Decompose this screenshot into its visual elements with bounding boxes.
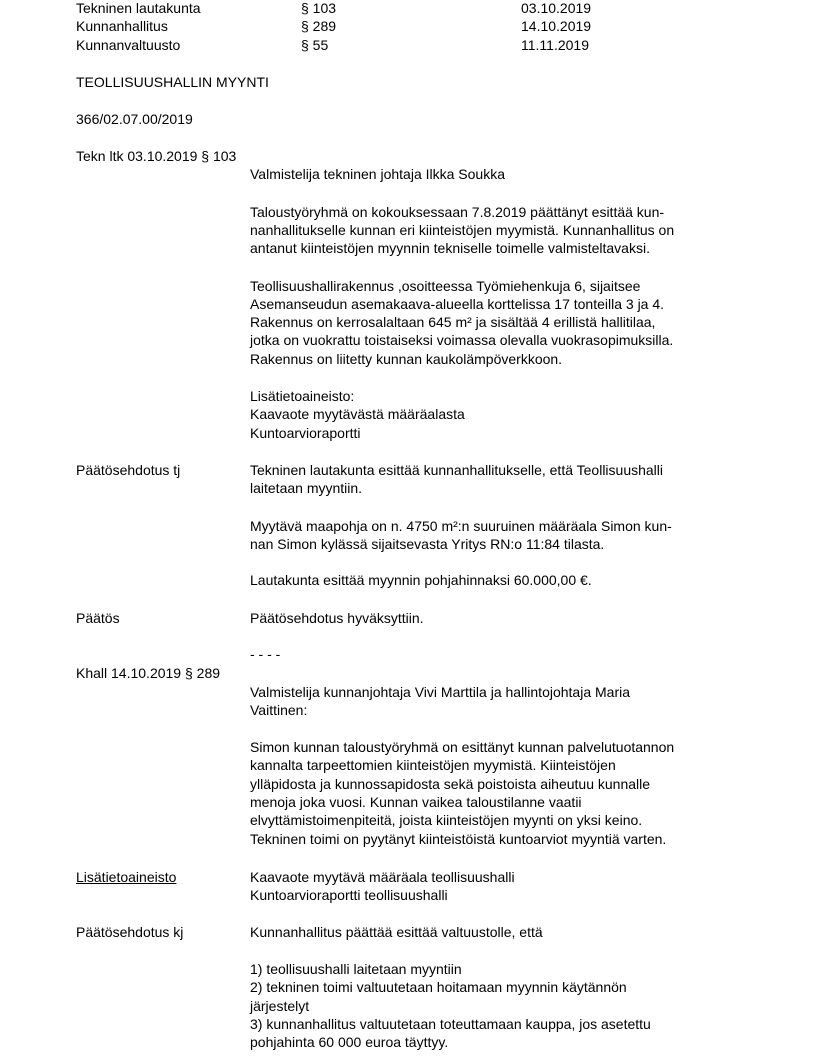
- header-body-2: Kunnanhallitus: [76, 18, 168, 34]
- tekn-proposal-line: Tekninen lautakunta esittää kunnanhallitukselle, että Teollisuushalli: [250, 462, 664, 478]
- header-section-2: § 289: [301, 18, 337, 34]
- tekn-para1-line: antanut kiinteistöjen myynnin tekniselle toimelle valmisteltavaksi.: [250, 240, 650, 256]
- section-separator: - - - -: [250, 646, 281, 662]
- record-id: 366/02.07.00/2019: [76, 111, 193, 127]
- khall-preparer-line: Valmistelija kunnanjohtaja Vivi Marttila ja hallintojohtaja Maria: [250, 684, 631, 700]
- tekn-para2-line: Rakennus on liitetty kunnan kaukolämpöverkkoon.: [250, 351, 563, 367]
- tekn-proposal-line: Myytävä maapohja on n. 4750 m²:n suuruinen määräala Simon kun-: [250, 518, 672, 534]
- khall-proposal-item: pohjahinta 60 000 euroa täyttyy.: [250, 1034, 449, 1050]
- tekn-heading: Tekn ltk 03.10.2019 § 103: [76, 148, 237, 164]
- header-section-1: § 103: [301, 0, 337, 16]
- khall-para1-line: Tekninen toimi on pyytänyt kiinteistöistä kuntoarviot myyntiä varten.: [250, 831, 667, 847]
- khall-proposal-item: järjestelyt: [250, 998, 310, 1014]
- khall-attachment-item: Kaavaote myytävä määräala teollisuushalli: [250, 869, 515, 885]
- tekn-proposal-price: Lautakunta esittää myynnin pohjahinnaksi 60.000,00 €.: [250, 572, 592, 588]
- header-date-3: 11.11.2019: [521, 37, 589, 53]
- khall-attachments-label: Lisätietoaineisto: [76, 869, 177, 885]
- khall-para1-line: elvyttämistoimenpiteitä, joista kiinteistöjen myynti on yksi keino.: [250, 812, 643, 828]
- tekn-para1-line: Taloustyöryhmä on kokouksessaan 7.8.2019 päättänyt esittää kun-: [250, 204, 665, 220]
- tekn-para2-line: jotka on vuokrattu toistaiseksi voimassa olevalla vuokrasopimuksilla.: [250, 332, 674, 348]
- khall-proposal-item: 3) kunnanhallitus valtuutetaan toteuttamaan kauppa, jos asetettu: [250, 1016, 651, 1032]
- khall-para1-line: ylläpidosta ja kunnossapidosta sekä poistoista aiheutuu kunnalle: [250, 776, 651, 792]
- tekn-preparer: Valmistelija tekninen johtaja Ilkka Soukka: [250, 166, 505, 182]
- tekn-decision: Päätösehdotus hyväksyttiin.: [250, 610, 424, 626]
- tekn-para2-line: Asemanseudun asemakaava-alueella korttelissa 17 tonteilla 3 ja 4.: [250, 296, 665, 312]
- tekn-para2-line: Rakennus on kerrosalaltaan 645 m² ja sisältää 4 erillistä hallitilaa,: [250, 314, 656, 330]
- header-date-1: 03.10.2019: [521, 0, 592, 16]
- khall-para1-line: menoja joka vuosi. Kunnan vaikea taloustilanne vaatii: [250, 794, 582, 810]
- header-section-3: § 55: [301, 37, 329, 53]
- header-date-2: 14.10.2019: [521, 18, 592, 34]
- khall-heading: Khall 14.10.2019 § 289: [76, 665, 221, 681]
- header-body-3: Kunnanvaltuusto: [76, 37, 181, 53]
- tekn-decision-label: Päätös: [76, 610, 120, 626]
- khall-proposal-label: Päätösehdotus kj: [76, 924, 184, 940]
- document-title: TEOLLISUUSHALLIN MYYNTI: [76, 74, 269, 90]
- tekn-para2-line: Teollisuushallirakennus ,osoitteessa Työmiehenkuja 6, sijaitsee: [250, 278, 641, 294]
- tekn-proposal-line: nan Simon kylässä sijaitsevasta Yritys RN:o 11:84 tilasta.: [250, 536, 605, 552]
- tekn-attachment-item: Kuntoarvioraportti: [250, 425, 361, 441]
- khall-proposal-item: 2) tekninen toimi valtuutetaan hoitamaan myynnin käytännön: [250, 979, 627, 995]
- tekn-attachments-label: Lisätietoaineisto:: [250, 388, 355, 404]
- khall-attachment-item: Kuntoarvioraportti teollisuushalli: [250, 887, 448, 903]
- header-body-1: Tekninen lautakunta: [76, 0, 201, 16]
- khall-para1-line: kannalta tarpeettomien kiinteistöjen myymistä. Kiinteistöjen: [250, 757, 616, 773]
- tekn-proposal-label: Päätösehdotus tj: [76, 462, 181, 478]
- khall-proposal-intro: Kunnanhallitus päättää esittää valtuustolle, että: [250, 924, 543, 940]
- khall-para1-line: Simon kunnan taloustyöryhmä on esittänyt kunnan palvelutuotannon: [250, 739, 675, 755]
- khall-preparer-line: Vaittinen:: [250, 702, 308, 718]
- tekn-proposal-line: laitetaan myyntiin.: [250, 480, 363, 496]
- tekn-attachment-item: Kaavaote myytävästä määräalasta: [250, 406, 465, 422]
- tekn-para1-line: nanhallitukselle kunnan eri kiinteistöjen myymistä. Kunnanhallitus on: [250, 222, 675, 238]
- khall-proposal-item: 1) teollisuushalli laitetaan myyntiin: [250, 961, 462, 977]
